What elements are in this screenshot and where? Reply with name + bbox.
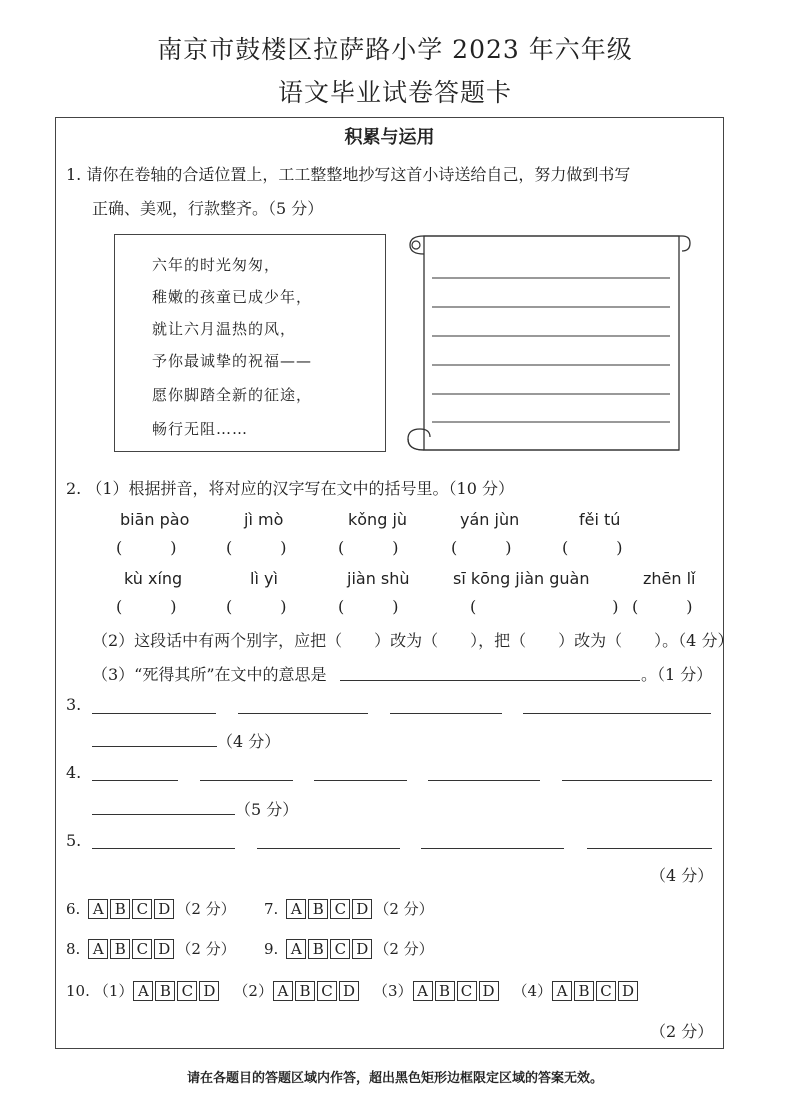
answer-parentheses[interactable]: ( )	[562, 538, 623, 557]
option-b[interactable]: B	[295, 981, 315, 1001]
option-a[interactable]: A	[286, 939, 306, 959]
option-b[interactable]: B	[308, 939, 328, 959]
q7-score: （2 分）	[374, 900, 434, 918]
pinyin: zhēn lǐ	[643, 569, 696, 588]
option-a[interactable]: A	[88, 899, 108, 919]
option-c[interactable]: C	[330, 939, 350, 959]
q4-answer-line[interactable]	[562, 780, 712, 781]
q10-sub-label: （4）	[512, 982, 553, 1000]
option-a[interactable]: A	[286, 899, 306, 919]
option-c[interactable]: C	[132, 899, 152, 919]
option-a[interactable]: A	[552, 981, 572, 1001]
q6-score: （2 分）	[176, 900, 236, 918]
scroll-answer-area[interactable]	[402, 226, 692, 462]
option-c[interactable]: C	[132, 939, 152, 959]
q8-choice-group	[66, 938, 236, 959]
option-d[interactable]: D	[479, 981, 499, 1001]
q4-answer-line[interactable]	[92, 780, 178, 781]
q7-choice-group	[264, 898, 434, 919]
answer-parentheses[interactable]: ( )	[632, 597, 693, 616]
pinyin: jiàn shù	[347, 569, 410, 588]
answer-parentheses[interactable]: ( )	[226, 597, 287, 616]
q3-answer-line[interactable]	[92, 713, 216, 714]
q4-answer-line[interactable]	[92, 814, 235, 815]
pinyin: kǒng jù	[348, 510, 408, 529]
option-c[interactable]: C	[457, 981, 477, 1001]
pinyin: biān pào	[120, 510, 190, 529]
q10-choice-group	[66, 980, 640, 1001]
q5-answer-line[interactable]	[587, 848, 712, 849]
pinyin: fěi tú	[579, 510, 621, 529]
q2-sub3-answer-line[interactable]	[340, 680, 640, 681]
option-b[interactable]: B	[435, 981, 455, 1001]
answer-parentheses[interactable]: ( )	[116, 597, 177, 616]
option-b[interactable]: B	[155, 981, 175, 1001]
option-a[interactable]: A	[413, 981, 433, 1001]
q8-score: （2 分）	[176, 940, 236, 958]
q4-answer-line[interactable]	[428, 780, 540, 781]
option-d[interactable]: D	[618, 981, 638, 1001]
q10-score: （2 分）	[650, 1022, 714, 1041]
answer-parentheses[interactable]: ( )	[338, 538, 399, 557]
q8-number: 8.	[66, 939, 81, 958]
poem-line: 就让六月温热的风，	[152, 320, 297, 338]
poem-line: 愿你脚踏全新的征途，	[152, 386, 313, 404]
option-a[interactable]: A	[88, 939, 108, 959]
pinyin: lì yì	[250, 569, 278, 588]
q5-answer-line[interactable]	[92, 848, 235, 849]
q4-answer-line[interactable]	[314, 780, 407, 781]
q2-sub3-score: 。（1 分）	[641, 665, 713, 684]
pinyin: kù xíng	[124, 569, 183, 588]
option-c[interactable]: C	[177, 981, 197, 1001]
poem-line: 六年的时光匆匆，	[152, 256, 281, 274]
q5-answer-line[interactable]	[421, 848, 564, 849]
q5-answer-line[interactable]	[257, 848, 400, 849]
answer-parentheses[interactable]: ( )	[338, 597, 399, 616]
title-line-2: 语文毕业试卷答题卡	[277, 78, 512, 107]
footer-notice: 请在各题目的答题区域内作答，超出黑色矩形边框限定区域的答案无效。	[186, 1071, 603, 1086]
answer-parentheses[interactable]: ( )	[226, 538, 287, 557]
q10-sub-label: （3）	[372, 982, 413, 1000]
q3-answer-line[interactable]	[92, 746, 217, 747]
option-a[interactable]: A	[273, 981, 293, 1001]
option-c[interactable]: C	[330, 899, 350, 919]
option-d[interactable]: D	[352, 899, 372, 919]
answer-parentheses-wide[interactable]: ( )	[470, 597, 641, 616]
poem-line: 予你最诚挚的祝福——	[152, 352, 313, 370]
q9-score: （2 分）	[374, 940, 434, 958]
q1-prompt-line1: 1. 请你在卷轴的合适位置上，工工整整地抄写这首小诗送给自己，努力做到书写	[66, 165, 631, 184]
q9-choice-group	[264, 938, 434, 959]
poem-line: 稚嫩的孩童已成少年，	[152, 288, 313, 306]
option-d[interactable]: D	[154, 939, 174, 959]
q4-number: 4.	[66, 763, 82, 782]
pinyin: sī kōng jiàn guàn	[453, 569, 590, 588]
q3-number: 3.	[66, 695, 82, 714]
answer-parentheses[interactable]: ( )	[451, 538, 512, 557]
q5-score: （4 分）	[650, 866, 714, 885]
q4-answer-line[interactable]	[200, 780, 293, 781]
q1-prompt-line2: 正确、美观，行款整齐。（5 分）	[92, 199, 324, 218]
q6-number: 6.	[66, 899, 81, 918]
option-d[interactable]: D	[199, 981, 219, 1001]
option-c[interactable]: C	[317, 981, 337, 1001]
pinyin: jì mò	[244, 510, 284, 529]
q10-sub-label: （1）	[93, 982, 134, 1000]
option-b[interactable]: B	[110, 899, 130, 919]
q2-sub2-prompt: （2）这段话中有两个别字，应把（ ）改为（ ），把（ ）改为（ ）。（4 分）	[92, 631, 734, 650]
q6-choice-group	[66, 898, 236, 919]
option-a[interactable]: A	[133, 981, 153, 1001]
q3-answer-line[interactable]	[523, 713, 711, 714]
pinyin: yán jùn	[460, 510, 520, 529]
option-c[interactable]: C	[596, 981, 616, 1001]
q10-sub-label: （2）	[233, 982, 273, 1000]
q7-number: 7.	[264, 899, 279, 918]
q4-score: （5 分）	[235, 800, 299, 819]
option-d[interactable]: D	[339, 981, 359, 1001]
q3-answer-line[interactable]	[238, 713, 368, 714]
title-line-1: 南京市鼓楼区拉萨路小学 2023 年六年级	[157, 35, 633, 64]
q5-number: 5.	[66, 831, 82, 850]
option-b[interactable]: B	[308, 899, 328, 919]
poem-line: 畅行无阻……	[152, 420, 249, 438]
q9-number: 9.	[264, 939, 279, 958]
option-d[interactable]: D	[352, 939, 372, 959]
q2-sub1-prompt: 2. （1）根据拼音，将对应的汉字写在文中的括号里。（10 分）	[66, 479, 514, 498]
q10-number: 10.	[66, 981, 90, 1000]
option-b[interactable]: B	[574, 981, 594, 1001]
q3-answer-line[interactable]	[390, 713, 502, 714]
q2-sub3-prompt: （3）“死得其所”在文中的意思是	[92, 665, 327, 684]
option-d[interactable]: D	[154, 899, 174, 919]
q3-score: （4 分）	[217, 732, 281, 751]
option-b[interactable]: B	[110, 939, 130, 959]
answer-parentheses[interactable]: ( )	[116, 538, 177, 557]
section-title: 积累与运用	[344, 127, 435, 148]
